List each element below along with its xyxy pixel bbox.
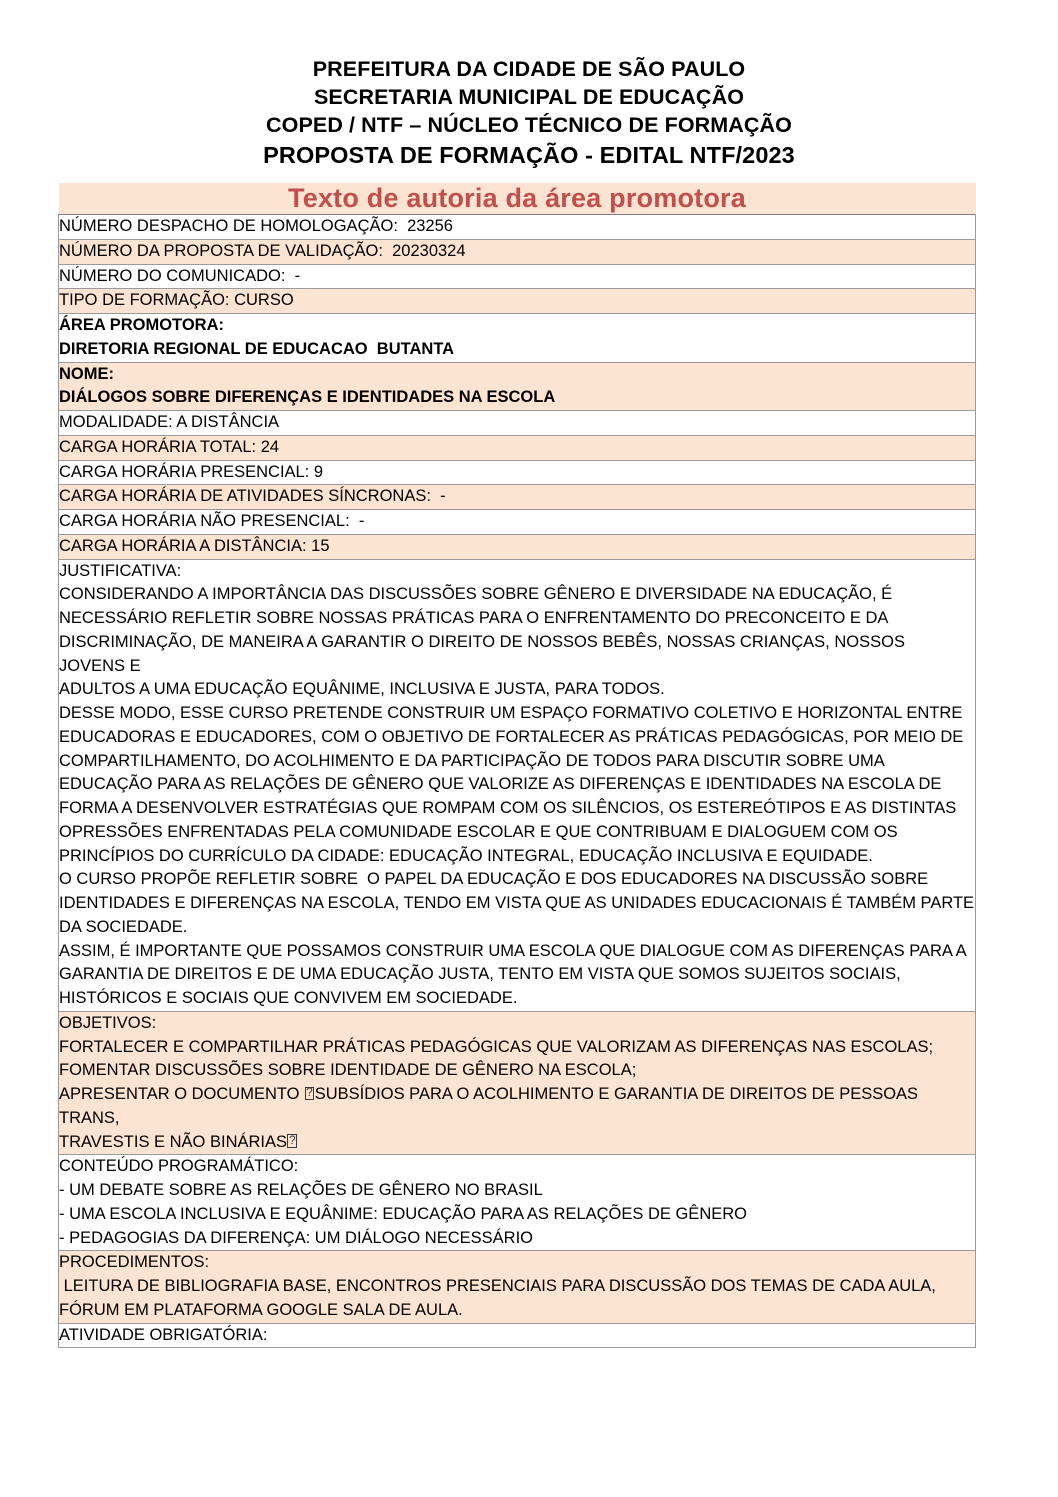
row-carga-horaria-presencial bbox=[59, 460, 976, 485]
row-justificativa-line: DISCRIMINAÇÃO, DE MANEIRA A GARANTIR O DIREITO DE NOSSOS BEBÊS, NOSSAS CRIANÇAS, NOSSOS JOVENS E bbox=[59, 632, 910, 675]
table-row bbox=[59, 239, 976, 264]
table-row bbox=[59, 1011, 976, 1155]
row-nome-line: NOME: bbox=[59, 364, 114, 383]
row-justificativa-line: IDENTIDADES E DIFERENÇAS NA ESCOLA, TENDO EM VISTA QUE AS UNIDADES EDUCACIONAIS É TAMBÉM PARTE bbox=[59, 894, 975, 913]
row-tipo-de-formacao bbox=[59, 289, 976, 314]
table-row bbox=[59, 460, 976, 485]
table-row bbox=[59, 215, 976, 240]
row-conteudo-programatico-line: CONTEÚDO PROGRAMÁTICO: bbox=[59, 1157, 299, 1176]
row-carga-horaria-nao-presencial bbox=[59, 510, 976, 535]
table-row bbox=[59, 559, 976, 1011]
row-procedimentos-line: PROCEDIMENTOS: bbox=[59, 1253, 210, 1272]
row-numero-comunicado-line: NÚMERO DO COMUNICADO: - bbox=[59, 266, 301, 285]
row-carga-horaria-presencial-line: CARGA HORÁRIA PRESENCIAL: 9 bbox=[59, 462, 324, 481]
row-carga-horaria-total-line: CARGA HORÁRIA TOTAL: 24 bbox=[59, 437, 280, 456]
row-justificativa-line: NECESSÁRIO REFLETIR SOBRE NOSSAS PRÁTICAS PARA O ENFRENTAMENTO DO PRECONCEITO E DA bbox=[59, 609, 889, 628]
table-row bbox=[59, 510, 976, 535]
row-objetivos-line: APRESENTAR O DOCUMENTO ?SUBSÍDIOS PARA O ACOLHIMENTO E GARANTIA DE DIREITOS DE PESSOAS TRANS, bbox=[59, 1083, 975, 1131]
row-atividade-obrigatoria bbox=[59, 1323, 976, 1348]
header-line-secretaria: SECRETARIA MUNICIPAL DE EDUCAÇÃO bbox=[313, 84, 745, 109]
row-carga-horaria-a-distancia-line: CARGA HORÁRIA A DISTÂNCIA: 15 bbox=[59, 536, 330, 555]
row-objetivos-line: TRAVESTIS E NÃO BINÁRIAS ? bbox=[59, 1131, 975, 1155]
proposal-form-table bbox=[58, 183, 976, 1348]
row-justificativa-line: DA SOCIEDADE. bbox=[59, 917, 188, 936]
table-row bbox=[59, 1323, 976, 1348]
banner-row bbox=[59, 183, 976, 215]
row-justificativa-line: ADULTOS A UMA EDUCAÇÃO EQUÂNIME, INCLUSIVA E JUSTA, PARA TODOS. bbox=[59, 680, 665, 699]
row-modalidade-line: MODALIDADE: A DISTÂNCIA bbox=[59, 413, 280, 432]
row-justificativa-line: HISTÓRICOS E SOCIAIS QUE CONVIVEM EM SOCIEDADE. bbox=[59, 989, 518, 1008]
row-justificativa-line: EDUCADORAS E EDUCADORES, COM O OBJETIVO DE FORTALECER AS PRÁTICAS PEDAGÓGICAS, POR MEIO DE bbox=[59, 727, 964, 746]
row-numero-comunicado bbox=[59, 264, 976, 289]
row-numero-proposta-validacao bbox=[59, 239, 976, 264]
document-header bbox=[0, 0, 1058, 170]
row-area-promotora bbox=[59, 314, 976, 363]
header-line-coped-ntf: COPED / NTF – NÚCLEO TÉCNICO DE FORMAÇÃO bbox=[266, 112, 792, 137]
row-procedimentos-line: FÓRUM EM PLATAFORMA GOOGLE SALA DE AULA. bbox=[59, 1300, 463, 1319]
row-justificativa bbox=[59, 559, 976, 1011]
row-objetivos-line: OBJETIVOS: bbox=[59, 1013, 157, 1032]
missing-glyph-icon bbox=[287, 1134, 297, 1147]
row-justificativa-line: GARANTIA DE DIREITOS E DE UMA EDUCAÇÃO JUSTA, TENTO EM VISTA QUE SOMOS SUJEITOS SOCIAIS, bbox=[59, 965, 901, 984]
row-justificativa-line: ASSIM, É IMPORTANTE QUE POSSAMOS CONSTRUIR UMA ESCOLA QUE DIALOGUE COM AS DIFERENÇAS PARA A bbox=[59, 941, 967, 960]
row-justificativa-line: JUSTIFICATIVA: bbox=[59, 561, 182, 580]
row-carga-horaria-nao-presencial-line: CARGA HORÁRIA NÃO PRESENCIAL: - bbox=[59, 512, 365, 531]
banner-cell bbox=[59, 183, 976, 215]
row-conteudo-programatico-line: - UM DEBATE SOBRE AS RELAÇÕES DE GÊNERO NO BRASIL bbox=[59, 1181, 543, 1200]
row-carga-horaria-a-distancia bbox=[59, 534, 976, 559]
table-row bbox=[59, 264, 976, 289]
banner-title: Texto de autoria da área promotora bbox=[288, 183, 746, 213]
table-row bbox=[59, 314, 976, 363]
row-tipo-de-formacao-line: TIPO DE FORMAÇÃO: CURSO bbox=[59, 291, 294, 310]
table-row bbox=[59, 362, 976, 411]
table-row bbox=[59, 485, 976, 510]
row-carga-horaria-atividades-sincronas bbox=[59, 485, 976, 510]
row-justificativa-line: COMPARTILHAMENTO, DO ACOLHIMENTO E DA PARTICIPAÇÃO DE TODOS PARA DISCUTIR SOBRE UMA bbox=[59, 751, 885, 770]
row-justificativa-line: O CURSO PROPÕE REFLETIR SOBRE O PAPEL DA EDUCAÇÃO E DOS EDUCADORES NA DISCUSSÃO SOBRE bbox=[59, 870, 929, 889]
row-nome-line: DIÁLOGOS SOBRE DIFERENÇAS E IDENTIDADES NA ESCOLA bbox=[59, 388, 556, 407]
row-justificativa-line: OPRESSÕES ENFRENTADAS PELA COMUNIDADE ESCOLAR E QUE CONTRIBUAM E DIALOGUEM COM OS bbox=[59, 822, 898, 841]
row-justificativa-line: EDUCAÇÃO PARA AS RELAÇÕES DE GÊNERO QUE VALORIZE AS DIFERENÇAS E IDENTIDADES NA ESCOLA DE bbox=[59, 775, 942, 794]
row-justificativa-line: FORMA A DESENVOLVER ESTRATÉGIAS QUE ROMPAM COM OS SILÊNCIOS, OS ESTEREÓTIPOS E AS DISTINTAS bbox=[59, 799, 957, 818]
row-procedimentos bbox=[59, 1251, 976, 1323]
row-carga-horaria-atividades-sincronas-line: CARGA HORÁRIA DE ATIVIDADES SÍNCRONAS: - bbox=[59, 487, 446, 506]
row-procedimentos-line: LEITURA DE BIBLIOGRAFIA BASE, ENCONTROS PRESENCIAIS PARA DISCUSSÃO DOS TEMAS DE CADA AULA, bbox=[59, 1277, 936, 1296]
row-justificativa-line: CONSIDERANDO A IMPORTÂNCIA DAS DISCUSSÕES SOBRE GÊNERO E DIVERSIDADE NA EDUCAÇÃO, É bbox=[59, 585, 893, 604]
table-row bbox=[59, 289, 976, 314]
table-row bbox=[59, 1251, 976, 1323]
table-row bbox=[59, 435, 976, 460]
row-area-promotora-line: DIRETORIA REGIONAL DE EDUCACAO BUTANTA bbox=[59, 339, 455, 358]
missing-glyph-icon bbox=[305, 1087, 315, 1100]
row-justificativa-line: DESSE MODO, ESSE CURSO PRETENDE CONSTRUIR UM ESPAÇO FORMATIVO COLETIVO E HORIZONTAL ENTRE bbox=[59, 704, 963, 723]
row-nome bbox=[59, 362, 976, 411]
header-line-prefeitura: PREFEITURA DA CIDADE DE SÃO PAULO bbox=[312, 57, 746, 81]
row-conteudo-programatico bbox=[59, 1155, 976, 1251]
row-numero-despacho-homologacao bbox=[59, 215, 976, 240]
row-justificativa-line: PRINCÍPIOS DO CURRÍCULO DA CIDADE: EDUCAÇÃO INTEGRAL, EDUCAÇÃO INCLUSIVA E EQUIDADE. bbox=[59, 846, 873, 865]
row-objetivos-line: FORTALECER E COMPARTILHAR PRÁTICAS PEDAGÓGICAS QUE VALORIZAM AS DIFERENÇAS NAS ESCOLAS; bbox=[59, 1037, 934, 1056]
row-area-promotora-line: ÁREA PROMOTORA: bbox=[59, 316, 224, 335]
row-modalidade bbox=[59, 411, 976, 436]
row-numero-proposta-validacao-line: NÚMERO DA PROPOSTA DE VALIDAÇÃO: 20230324 bbox=[59, 241, 466, 260]
form-table-body bbox=[59, 183, 976, 1348]
row-numero-despacho-homologacao-line: NÚMERO DESPACHO DE HOMOLOGAÇÃO: 23256 bbox=[59, 217, 453, 236]
row-conteudo-programatico-line: - UMA ESCOLA INCLUSIVA E EQUÂNIME: EDUCAÇÃO PARA AS RELAÇÕES DE GÊNERO bbox=[59, 1204, 747, 1223]
header-line-proposta-edital: PROPOSTA DE FORMAÇÃO - EDITAL NTF/2023 bbox=[263, 141, 795, 168]
row-objetivos bbox=[59, 1011, 976, 1155]
row-carga-horaria-total bbox=[59, 435, 976, 460]
row-conteudo-programatico-line: - PEDAGOGIAS DA DIFERENÇA: UM DIÁLOGO NECESSÁRIO bbox=[59, 1228, 534, 1247]
table-row bbox=[59, 534, 976, 559]
row-atividade-obrigatoria-line: ATIVIDADE OBRIGATÓRIA: bbox=[59, 1325, 268, 1344]
row-objetivos-line: FOMENTAR DISCUSSÕES SOBRE IDENTIDADE DE GÊNERO NA ESCOLA; bbox=[59, 1061, 637, 1080]
table-row bbox=[59, 1155, 976, 1251]
table-row bbox=[59, 411, 976, 436]
